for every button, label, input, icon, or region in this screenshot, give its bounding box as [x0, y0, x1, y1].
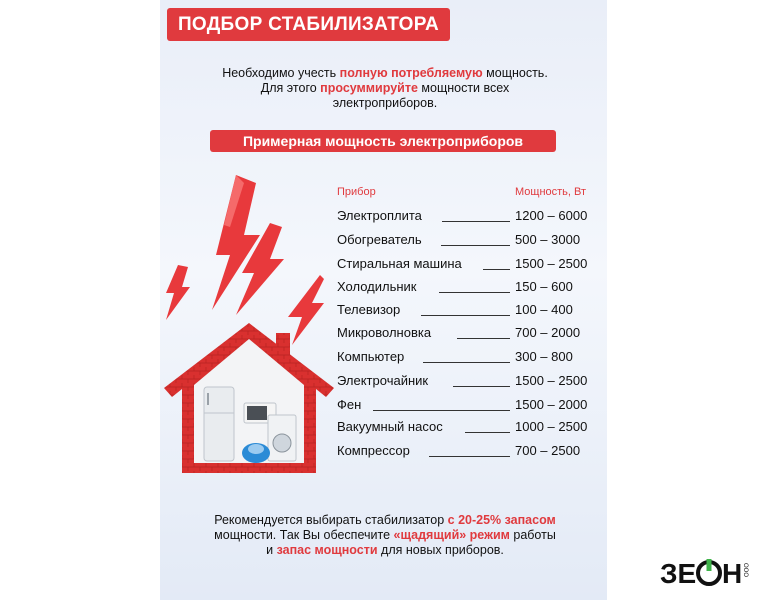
device-name: Фен	[337, 397, 362, 412]
leader-line	[429, 456, 510, 457]
table-row	[337, 256, 607, 276]
table-row	[337, 373, 607, 393]
svg-text:Н: Н	[722, 558, 743, 589]
refrigerator-icon	[204, 387, 234, 461]
device-name: Вакуумный насос	[337, 419, 443, 434]
leader-line	[453, 386, 510, 387]
vacuum-cleaner-icon	[242, 443, 270, 463]
footer-highlight: «щадящий» режим	[393, 528, 510, 542]
zeon-logo	[660, 555, 750, 591]
house-appliances-illustration	[164, 175, 334, 475]
intro-highlight: просуммируйте	[320, 81, 418, 95]
device-name: Телевизор	[337, 302, 401, 317]
leader-line	[423, 362, 510, 363]
recommendation-text	[190, 513, 580, 558]
leader-line	[465, 432, 510, 433]
leader-line	[421, 315, 510, 316]
device-name: Компьютер	[337, 349, 405, 364]
footer-highlight: запас мощности	[276, 543, 378, 557]
leader-line	[483, 269, 510, 270]
device-power: 1000 – 2500	[515, 419, 588, 434]
table-row	[337, 232, 607, 252]
column-header-device: Прибор	[337, 186, 376, 198]
leader-line	[442, 221, 510, 222]
page-title: ПОДБОР СТАБИЛИЗАТОРА	[167, 8, 450, 41]
power-icon	[698, 559, 720, 584]
device-power: 100 – 400	[515, 302, 573, 317]
section-title: Примерная мощность электроприборов	[210, 130, 556, 152]
device-power: 700 – 2000	[515, 325, 581, 340]
table-row	[337, 397, 607, 417]
table-row	[337, 325, 607, 345]
footer-text-part: работы	[509, 528, 556, 542]
table-row	[337, 443, 607, 463]
intro-text-part: мощность.	[482, 66, 548, 80]
table-row	[337, 208, 607, 228]
table-row	[337, 419, 607, 439]
device-name: Микроволновка	[337, 325, 432, 340]
leader-line	[439, 292, 510, 293]
device-power: 300 – 800	[515, 349, 573, 364]
intro-text	[190, 66, 580, 111]
column-header-power: Мощность, Вт	[515, 186, 587, 198]
device-power: 1500 – 2500	[515, 256, 588, 271]
device-name: Холодильник	[337, 279, 417, 294]
intro-text-part: Для этого	[260, 81, 321, 95]
device-power: 150 – 600	[515, 279, 573, 294]
washing-machine-icon	[268, 415, 296, 461]
device-power: 1500 – 2000	[515, 397, 588, 412]
footer-text-part: Рекомендуется выбирать стабилизатор	[214, 513, 448, 527]
table-row	[337, 279, 607, 299]
logo-suffix: ООО	[742, 563, 748, 578]
footer-text-part: и	[266, 543, 277, 557]
leader-line	[457, 338, 510, 339]
footer-text-part: для новых приборов.	[377, 543, 504, 557]
table-row	[337, 302, 607, 322]
intro-text-part: мощности всех	[417, 81, 510, 95]
footer-text-part: мощности. Так Вы обеспечите	[214, 528, 394, 542]
footer-highlight: с 20-25% запасом	[447, 513, 556, 527]
lightning-bolt-icon	[166, 265, 190, 320]
intro-text-part: электроприборов.	[332, 96, 438, 110]
leader-line	[373, 410, 510, 411]
intro-highlight: полную потребляемую	[339, 66, 483, 80]
device-power: 700 – 2500	[515, 443, 581, 458]
device-name: Стиральная машина	[337, 256, 462, 271]
device-name: Обогреватель	[337, 232, 422, 247]
table-row	[337, 349, 607, 369]
logo-text: ЗЕ	[660, 558, 697, 589]
device-power: 1500 – 2500	[515, 373, 588, 388]
device-power: 500 – 3000	[515, 232, 581, 247]
device-power: 1200 – 6000	[515, 208, 588, 223]
device-name: Компрессор	[337, 443, 410, 458]
lightning-bolt-icon	[288, 275, 324, 345]
leader-line	[441, 245, 510, 246]
intro-text-part: Необходимо учесть	[222, 66, 340, 80]
device-name: Электроплита	[337, 208, 422, 223]
device-name: Электрочайник	[337, 373, 429, 388]
